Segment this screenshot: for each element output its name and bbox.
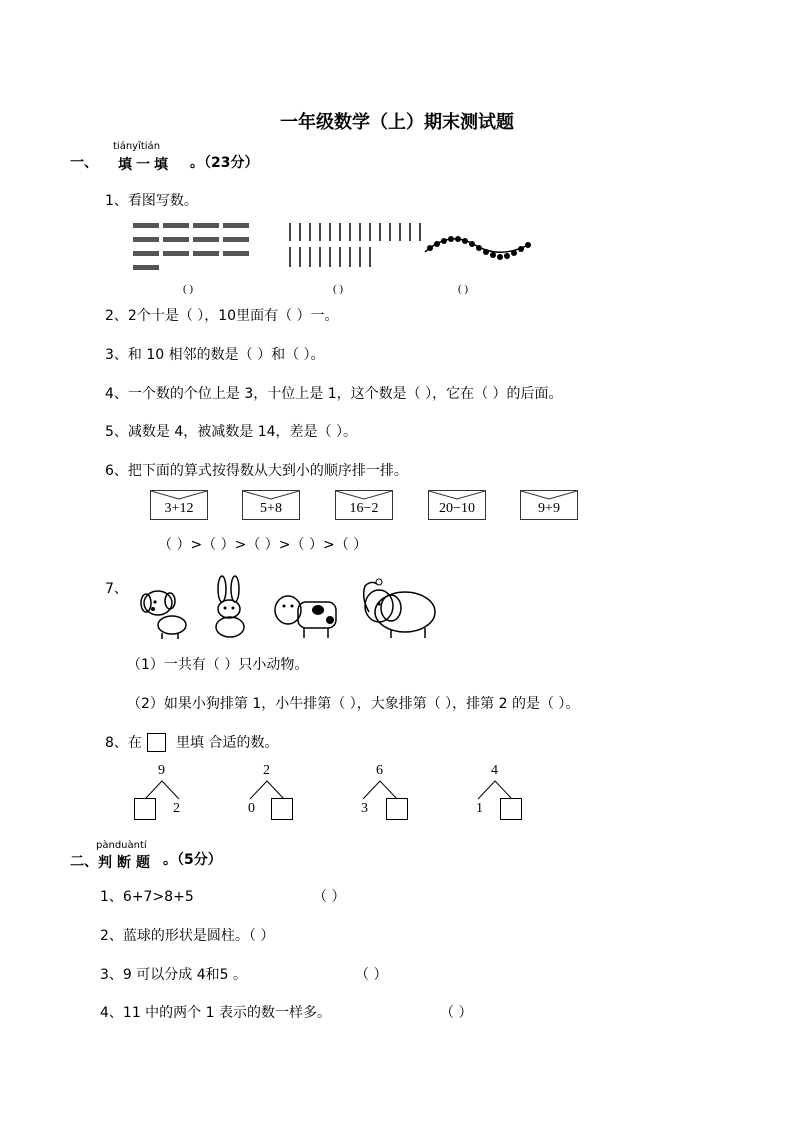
number-split-tree: 4 1 [473,763,583,823]
answer-box[interactable] [134,798,156,820]
judge-answer-1[interactable]: （ ） [313,889,346,905]
judge-question-2: 2、蓝球的形状是圆柱。（ ） [100,928,275,944]
judge-question-1: 1、6+7>8+5 [100,889,194,905]
answer-blank-2[interactable]: ( ) [333,283,344,295]
question-7-part-2: （2）如果小狗排第 1，小牛排第（ ），大象排第（ ），排第 2 的是（ ）。 [127,696,580,712]
judge-question-3: 3、9 可以分成 4和5 。 [100,967,247,983]
envelope-card: 3+12 [150,490,208,520]
question-7: 7、 [105,581,128,597]
answer-box-icon [147,733,166,752]
number-split-tree: 9 2 [130,763,240,823]
rabbit-icon [205,575,255,640]
question-8-prefix: 8、在 [105,735,142,751]
section-2-points: 。（5分） [163,852,222,868]
question-7-part-1: （1）一共有（ ）只小动物。 [127,657,309,673]
question-2: 2、2个十是（ ），10里面有（ ）一。 [105,308,339,324]
nails-picture [285,221,435,271]
envelope-card: 5+8 [242,490,300,520]
answer-box[interactable] [386,798,408,820]
answer-box[interactable] [271,798,293,820]
number-split-tree: 2 0 [245,763,355,823]
page-title: 一年级数学（上）期末测试题 [280,112,514,133]
question-5: 5、减数是 4，被减数是 14，差是（ ）。 [105,424,357,440]
envelope-card: 20−10 [428,490,486,520]
section-2-label: 判断题 [98,855,155,871]
section-2-pinyin: pànduàntí [96,840,147,851]
order-answer-line[interactable]: （ ）>（ ）>（ ）>（ ）>（ ） [158,537,368,553]
section-1-label: 填一填 [118,157,172,173]
section-1-number: 一、 [70,155,98,171]
answer-blank-1[interactable]: ( ) [183,283,194,295]
question-8-suffix: 里填 合适的数。 [176,735,279,751]
answer-blank-3[interactable]: ( ) [458,283,469,295]
question-1: 1、看图写数。 [105,193,198,209]
ants-picture [130,217,270,277]
judge-question-4: 4、11 中的两个 1 表示的数一样多。 [100,1005,331,1021]
envelope-card: 16−2 [335,490,393,520]
elephant-icon [355,578,440,640]
judge-answer-3[interactable]: （ ） [355,967,388,983]
judge-answer-4[interactable]: （ ） [440,1005,473,1021]
section-1-points: 。（23分） [190,155,259,171]
section-1-pinyin: tiányītián [113,141,161,152]
envelope-card: 9+9 [520,490,578,520]
beads-picture [420,230,540,270]
cow-icon [270,590,340,640]
question-6: 6、把下面的算式按得数从大到小的顺序排一排。 [105,463,408,479]
question-4: 4、一个数的个位上是 3，十位上是 1，这个数是（ ），它在（ ）的后面。 [105,386,563,402]
question-3: 3、和 10 相邻的数是（ ）和（ ）。 [105,347,325,363]
section-2-number: 二、 [70,854,98,870]
number-split-tree: 6 3 [358,763,468,823]
answer-box[interactable] [500,798,522,820]
dog-icon [138,585,190,640]
